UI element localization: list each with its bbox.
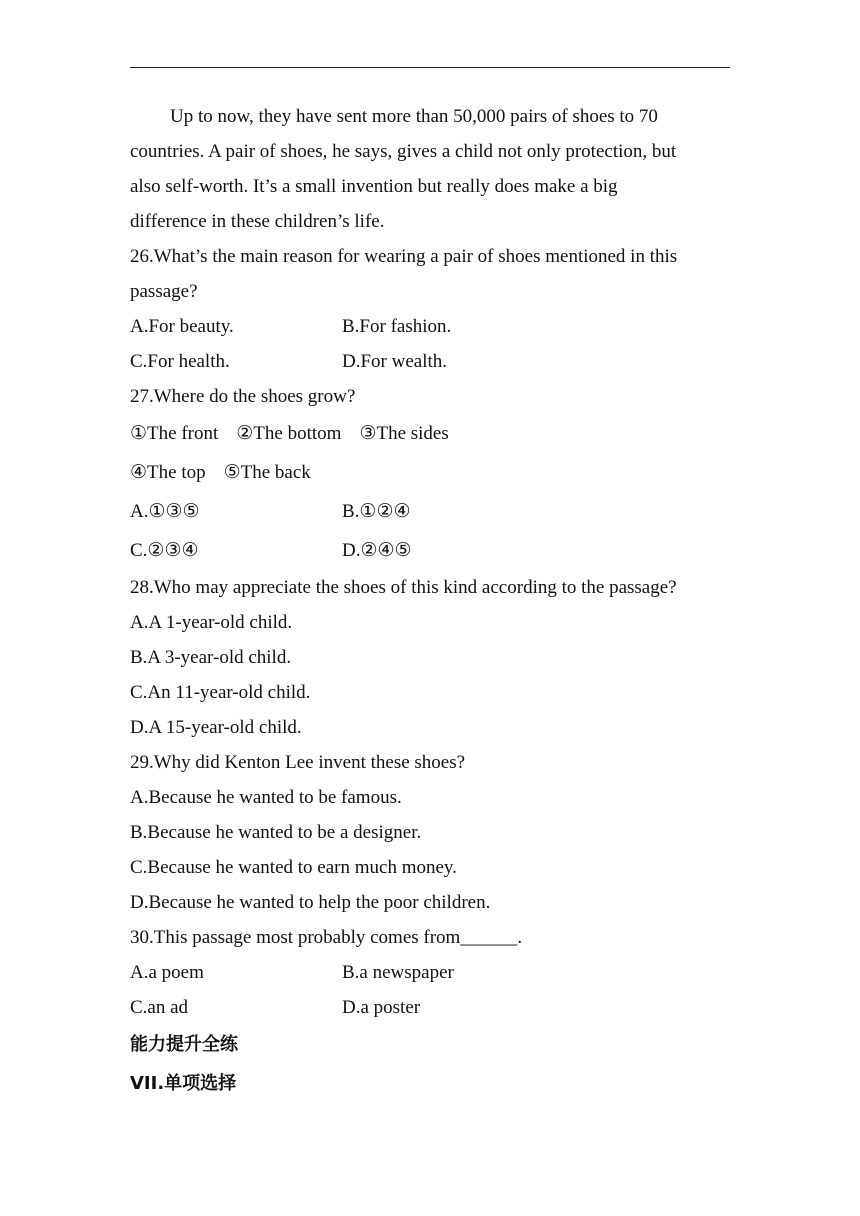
option-b: B.①②④ [342, 501, 411, 522]
question-stem: 29.Why did Kenton Lee invent these shoes? [130, 752, 466, 773]
option-b: B.a newspaper [342, 962, 454, 983]
option-d: D.A 15-year-old child. [130, 717, 302, 738]
question-27 [130, 379, 730, 570]
passage-line: also self-worth. It’s a small invention but really does make a big [130, 176, 618, 197]
option-a: A.①③⑤ [130, 501, 200, 522]
section-heading: 能力提升全练 [130, 1034, 238, 1055]
option-a: A.a poem [130, 962, 204, 983]
passage-line: Up to now, they have sent more than 50,000 pairs of shoes to 70 [170, 106, 658, 127]
option-d: D.Because he wanted to help the poor children. [130, 892, 491, 913]
item-list [130, 414, 730, 453]
passage-line: difference in these children’s life. [130, 211, 385, 232]
subsection-heading: VII.单项选择 [130, 1073, 237, 1094]
item: ⑤The back [223, 462, 311, 483]
option-a: A.For beauty. [130, 316, 234, 337]
option-c: C.An 11-year-old child. [130, 682, 311, 703]
question-29 [130, 745, 730, 920]
passage-line: countries. A pair of shoes, he says, gives a child not only protection, but [130, 141, 677, 162]
question-stem: passage? [130, 281, 198, 302]
question-28 [130, 570, 730, 745]
question-stem: 26.What’s the main reason for wearing a pair of shoes mentioned in this [130, 246, 678, 267]
option-b: B.A 3-year-old child. [130, 647, 292, 668]
option-c: C.For health. [130, 351, 230, 372]
option-d: D.②④⑤ [342, 540, 412, 561]
option-a: A.A 1-year-old child. [130, 612, 293, 633]
item: ③The sides [359, 423, 449, 444]
option-row [130, 955, 730, 990]
option-c: C.an ad [130, 997, 189, 1018]
option-row [130, 990, 730, 1025]
item-list [130, 453, 730, 492]
option-c: C.②③④ [130, 540, 199, 561]
option-a: A.Because he wanted to be famous. [130, 787, 402, 808]
question-30 [130, 920, 730, 1025]
item: ①The front [130, 423, 219, 444]
option-d: D.For wealth. [342, 351, 448, 372]
header-rule [130, 67, 730, 68]
option-row [130, 492, 730, 531]
passage-paragraph [130, 99, 730, 239]
option-b: B.Because he wanted to be a designer. [130, 822, 422, 843]
question-stem: 27.Where do the shoes grow? [130, 386, 356, 407]
question-26 [130, 239, 730, 379]
document-body [130, 99, 730, 1103]
option-b: B.For fashion. [342, 316, 452, 337]
option-row [130, 531, 730, 570]
option-d: D.a poster [342, 997, 421, 1018]
item: ②The bottom [236, 423, 342, 444]
option-c: C.Because he wanted to earn much money. [130, 857, 457, 878]
item: ④The top [130, 462, 206, 483]
question-stem: 28.Who may appreciate the shoes of this kind according to the passage? [130, 577, 677, 598]
question-stem: 30.This passage most probably comes from______. [130, 927, 523, 948]
option-row [130, 344, 730, 379]
option-row [130, 309, 730, 344]
